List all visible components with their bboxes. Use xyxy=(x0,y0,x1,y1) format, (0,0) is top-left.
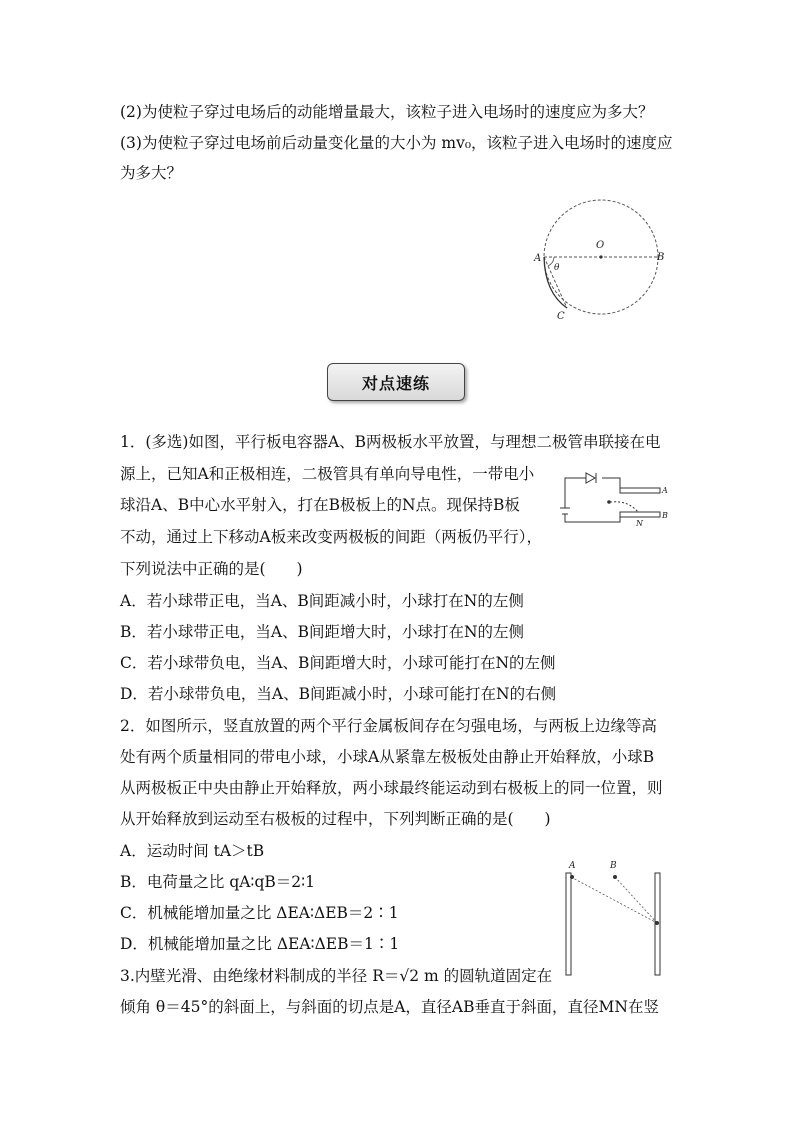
section-title: 对点速练 xyxy=(327,363,465,401)
problem-1-option-c: C．若小球带负电，当A、B间距增大时，小球可能打在N的左侧 xyxy=(120,654,556,672)
label-C: C xyxy=(557,311,565,322)
cap-label-N: N xyxy=(636,519,643,528)
label-O: O xyxy=(596,240,605,251)
problem-1-line-4: 不动，通过上下移动A板来改变两极板的间距（两板仍平行）， xyxy=(120,528,542,546)
question-3-line-2: 为多大？ xyxy=(120,164,183,182)
problem-1-option-a: A．若小球带正电，当A、B间距减小时，小球打在N的左侧 xyxy=(120,592,524,610)
label-B: B xyxy=(657,252,665,263)
problem-1-option-d: D．若小球带负电，当A、B间距减小时，小球可能打在N的右侧 xyxy=(120,685,557,703)
problem-1-option-b: B．若小球带正电，当A、B间距增大时，小球打在N的左侧 xyxy=(120,623,525,641)
problem-2-line-2: 处有两个质量相同的带电小球，小球A从紧靠左极板处由静止开始释放，小球B xyxy=(120,748,655,766)
problem-2-option-a: A．运动时间 tA＞tB xyxy=(120,842,265,860)
problem-1-line-3: 球沿A、B中心水平射入，打在B极板上的N点。现保持B板 xyxy=(120,496,520,514)
plates-label-B: B xyxy=(610,861,617,871)
question-2-line: (2)为使粒子穿过电场后的动能增量最大，该粒子进入电场时的速度应为多大？ xyxy=(120,103,654,121)
plates-label-A: A xyxy=(569,861,576,871)
problem-1-line-2: 源上，已知A和正极相连，二极管具有单向导电性，一带电小 xyxy=(120,465,535,483)
problem-1-line-1: 1．(多选)如图，平行板电容器A、B两极板水平放置，与理想二极管串联接在电 xyxy=(120,433,661,451)
capacitor-figure xyxy=(558,470,678,530)
problem-1-line-5: 下列说法中正确的是( ) xyxy=(120,560,303,578)
problem-3-line-2: 倾角 θ＝45°的斜面上，与斜面的切点是A，直径AB垂直于斜面，直径MN在竖 xyxy=(120,998,659,1016)
problem-2-line-3: 从两极板正中央由静止开始释放，两小球最终能运动到右极板上的同一位置，则 xyxy=(120,779,663,797)
problem-3-line-1: 3.内壁光滑、由绝缘材料制成的半径 R＝√2 m 的圆轨道固定在 xyxy=(120,967,553,985)
label-A: A xyxy=(534,253,542,264)
circle-figure xyxy=(528,198,676,323)
problem-2-line-1: 2．如图所示，竖直放置的两个平行金属板间存在匀强电场，与两板上边缘等高 xyxy=(120,717,657,735)
cap-label-A: A xyxy=(662,486,668,495)
cap-label-B: B xyxy=(662,511,668,520)
problem-2-line-4: 从开始释放到运动至右极板的过程中，下列判断正确的是( ) xyxy=(120,810,551,828)
problem-2-option-b: B．电荷量之比 qA∶qB＝2∶1 xyxy=(120,873,316,891)
question-3-line-1: (3)为使粒子穿过电场前后动量变化量的大小为 mv₀，该粒子进入电场时的速度应 xyxy=(120,134,673,152)
problem-2-option-c: C．机械能增加量之比 ΔEA∶ΔEB＝2∶1 xyxy=(120,904,399,922)
label-theta: θ xyxy=(554,263,560,273)
parallel-plates-figure xyxy=(561,857,669,977)
problem-2-option-d: D．机械能增加量之比 ΔEA∶ΔEB＝1∶1 xyxy=(120,935,400,953)
